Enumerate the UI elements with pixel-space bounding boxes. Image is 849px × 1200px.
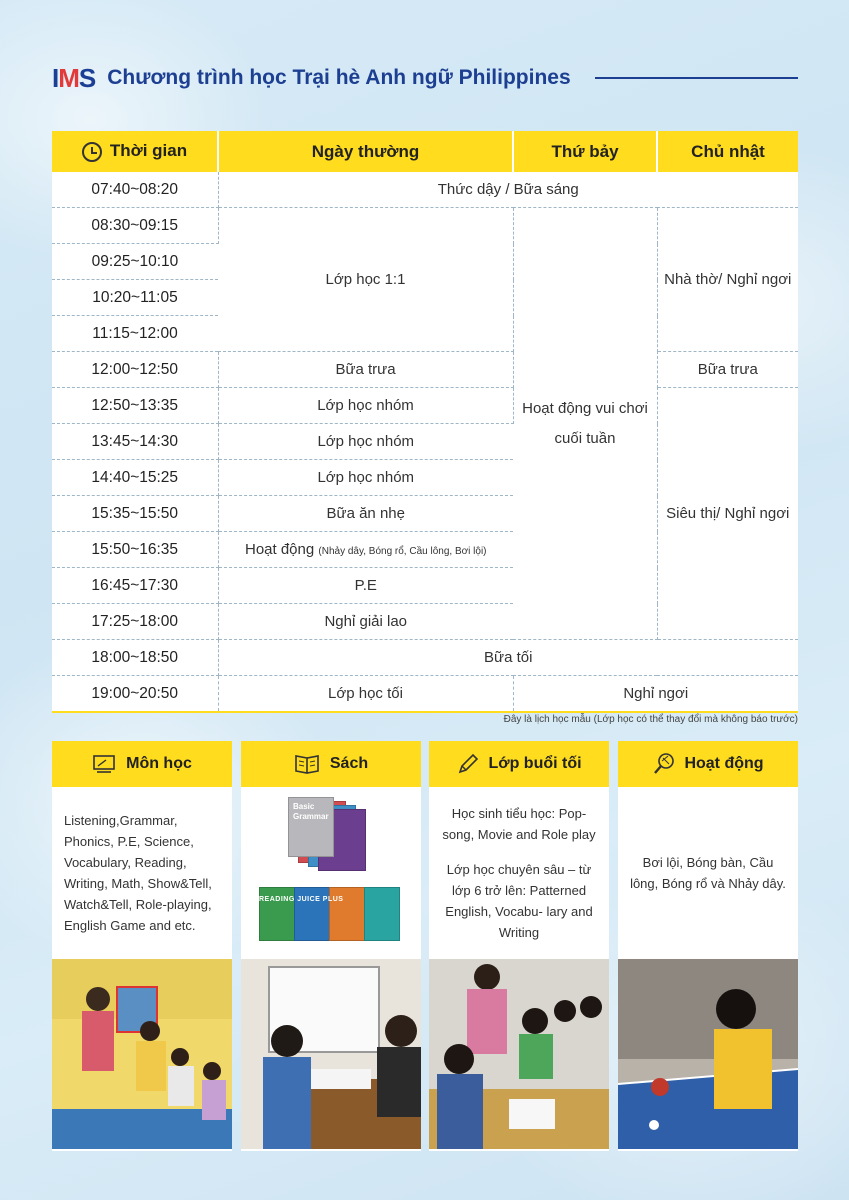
- whiteboard-photo: [241, 959, 421, 1149]
- activities-card-body: Bơi lội, Bóng bàn, Cầu lông, Bóng rổ và Nhảy dây.: [630, 854, 786, 891]
- time-cell: 13:45~14:30: [52, 424, 218, 460]
- book-cover-grammar: Basic Grammar: [288, 797, 334, 857]
- activity-cell: Hoạt động (Nhảy dây, Bóng rổ, Cầu lông, Bơi lội): [218, 532, 513, 568]
- one-on-one-cell: Lớp học 1:1: [218, 208, 513, 352]
- evening-class-card: [429, 741, 609, 1151]
- rest-cell: Nghỉ giải lao: [218, 604, 513, 640]
- group-class-cell: Lớp học nhóm: [218, 460, 513, 496]
- header-sunday: Chủ nhật: [657, 131, 798, 172]
- books-card: [241, 741, 421, 1151]
- book-series-label: READING JUICE PLUS: [259, 896, 344, 903]
- dinner-cell: Bữa tối: [218, 640, 798, 676]
- evening-advanced-text: Lớp học chuyên sâu – từ lớp 6 trở lên: Patterned English, Vocabu- lary and Writing: [445, 861, 593, 940]
- snack-cell: Bữa ăn nhẹ: [218, 496, 513, 532]
- breakfast-cell: Thức dậy / Bữa sáng: [218, 172, 798, 208]
- header-time: Thời gian: [52, 131, 218, 172]
- page-header: [52, 62, 798, 94]
- time-cell: 17:25~18:00: [52, 604, 218, 640]
- activities-card-header: Hoạt động: [618, 741, 798, 787]
- time-cell: 16:45~17:30: [52, 568, 218, 604]
- books-card-header: Sách: [241, 741, 421, 787]
- header-weekday: Ngày thường: [218, 131, 513, 172]
- time-cell: 12:00~12:50: [52, 352, 218, 388]
- time-cell: 18:00~18:50: [52, 640, 218, 676]
- evening-class-card-header: Lớp buổi tối: [429, 741, 609, 787]
- schedule-header-row: [52, 131, 798, 172]
- group-class-cell: Lớp học nhóm: [218, 388, 513, 424]
- time-cell: 10:20~11:05: [52, 280, 218, 316]
- ping-pong-paddle-icon: [652, 752, 676, 776]
- pe-cell: P.E: [218, 568, 513, 604]
- subjects-card: [52, 741, 232, 1151]
- clock-icon: [82, 142, 102, 162]
- lunch-cell: Bữa trưa: [218, 352, 513, 388]
- time-cell: 19:00~20:50: [52, 676, 218, 713]
- time-cell: 15:35~15:50: [52, 496, 218, 532]
- header-saturday: Thứ bảy: [513, 131, 657, 172]
- time-cell: 09:25~10:10: [52, 244, 218, 280]
- time-cell: 15:50~16:35: [52, 532, 218, 568]
- subjects-card-header: Môn học: [52, 741, 232, 787]
- info-cards: [52, 741, 798, 1151]
- books-card-body: [241, 787, 421, 958]
- students-photo: [429, 959, 609, 1149]
- page-title: Chương trình học Trại hè Anh ngữ Philippines: [107, 66, 571, 89]
- table-tennis-photo: [618, 959, 798, 1149]
- sunday-market-cell: Siêu thị/ Nghỉ ngơi: [657, 388, 798, 640]
- time-cell: 14:40~15:25: [52, 460, 218, 496]
- evening-rest-cell: Nghỉ ngơi: [513, 676, 798, 713]
- evening-class-cell: Lớp học tối: [218, 676, 513, 713]
- schedule-note: Đây là lịch học mẫu (Lớp học có thể thay đổi mà không báo trước): [503, 714, 798, 725]
- schedule-table: [52, 131, 798, 713]
- time-cell: 11:15~12:00: [52, 316, 218, 352]
- evening-class-card-body: [429, 787, 609, 958]
- classroom-photo: [52, 959, 232, 1149]
- time-cell: 08:30~09:15: [52, 208, 218, 244]
- time-cell: 07:40~08:20: [52, 172, 218, 208]
- evening-primary-text: Học sinh tiểu học: Pop-song, Movie and Role play: [442, 805, 596, 842]
- time-cell: 12:50~13:35: [52, 388, 218, 424]
- header-rule: [595, 77, 798, 79]
- ims-logo: IMS: [52, 62, 96, 93]
- group-class-cell: Lớp học nhóm: [218, 424, 513, 460]
- sunday-lunch-cell: Bữa trưa: [657, 352, 798, 388]
- saturday-activity-cell: Hoạt động vui chơi cuối tuần: [513, 208, 657, 640]
- subjects-card-body: Listening,Grammar, Phonics, P.E, Science, Vocabulary, Reading, Writing, Math, Show&Tell, Watch&Tell, Role-playing, English Game and etc.: [64, 812, 212, 933]
- open-book-icon: [294, 754, 320, 774]
- activities-card: [618, 741, 798, 1151]
- pencil-icon: [456, 752, 480, 776]
- sunday-church-cell: Nhà thờ/ Nghỉ ngơi: [657, 208, 798, 352]
- activity-detail: (Nhảy dây, Bóng rổ, Cầu lông, Bơi lội): [318, 546, 487, 557]
- classroom-board-icon: [92, 754, 116, 774]
